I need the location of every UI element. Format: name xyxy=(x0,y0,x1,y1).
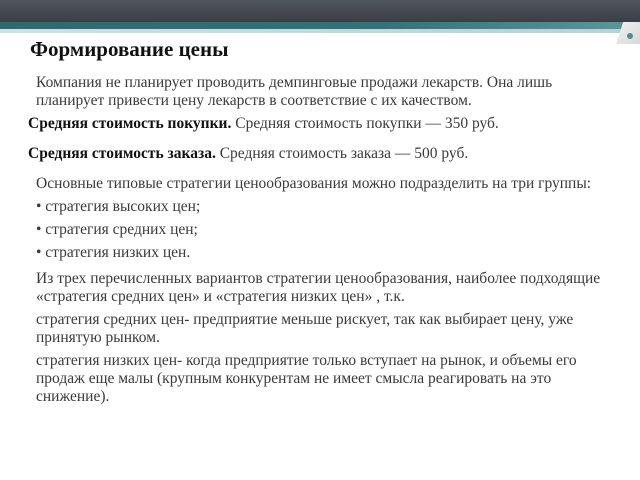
purchase-cost-label: Средняя стоимость покупки. xyxy=(28,115,232,132)
slide-title: Формирование цены xyxy=(30,37,229,61)
order-cost-label: Средняя стоимость заказа. xyxy=(28,145,216,162)
accent-stripe-light xyxy=(0,29,640,33)
corner-dot xyxy=(627,33,633,39)
bullet-item: • стратегия высоких цен; xyxy=(36,198,201,215)
bullet-item: • стратегия низких цен. xyxy=(36,244,191,261)
middle-strategy-paragraph: стратегия средних цен- предприятие меньше рискует, так как выбирает цену, уже принятую рынком. xyxy=(36,311,574,346)
choice-paragraph: Из трех перечисленных вариантов стратегии ценообразования, наиболее подходящие «стратегия средних цен» и «стратегия низких цен» , т.к. xyxy=(36,270,601,305)
top-bar xyxy=(0,0,640,22)
strategies-intro: Основные типовые стратегии ценообразования можно подразделить на три группы: xyxy=(36,175,592,192)
slide-body xyxy=(28,74,618,406)
intro-paragraph: Компания не планирует проводить демпинговые продажи лекарств. Она лишь планирует привести цену лекарств в соответствие с их качеством. xyxy=(36,74,553,109)
accent-stripe xyxy=(0,22,640,29)
order-cost-line xyxy=(28,145,618,163)
bullet-item: • стратегия средних цен; xyxy=(36,221,198,238)
order-cost-text: Средняя стоимость заказа — 500 руб. xyxy=(215,145,469,162)
purchase-cost-text: Средняя стоимость покупки — 350 руб. xyxy=(231,115,499,132)
low-strategy-paragraph: стратегия низких цен- когда предприятие только вступает на рынок, и объемы его продаж еще малы (крупным конкурентам не имеет смысла реагировать на это снижение). xyxy=(36,352,577,405)
purchase-cost-line xyxy=(28,115,618,133)
